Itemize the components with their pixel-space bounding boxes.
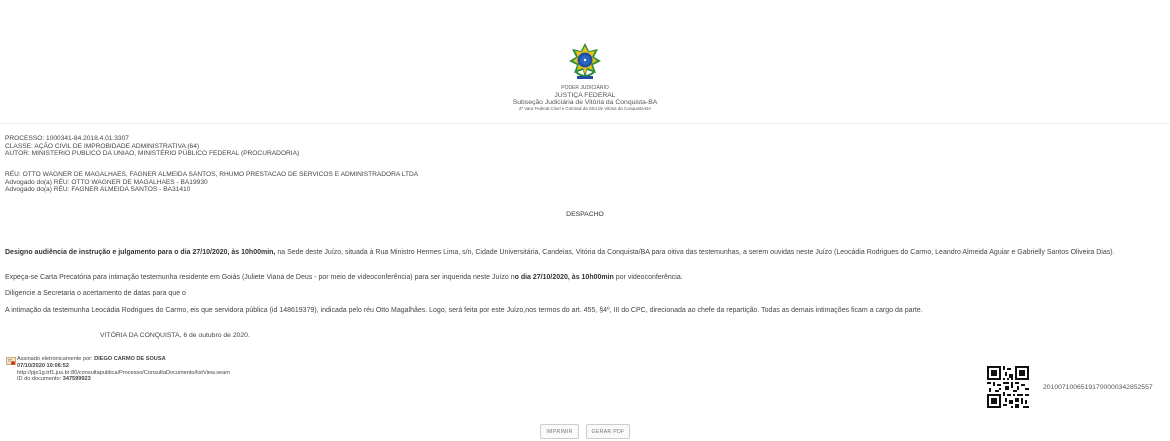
process-defendants: RÉU: OTTO WAGNER DE MAGALHAES, FAGNER ALMEIDA SANTOS, RHUMO PRESTACAO DE SERVICOS E ADMINISTRADORA LTDA bbox=[5, 171, 419, 178]
document-title: DESPACHO bbox=[566, 211, 604, 218]
header-line-3: Subseção Judiciária de Vitória da Conquista-BA bbox=[512, 99, 658, 107]
document-id-value: 347599923 bbox=[62, 376, 91, 383]
document-id-line bbox=[17, 376, 230, 383]
paragraph-2-bold: o dia 27/10/2020, às 10h00min bbox=[514, 274, 614, 281]
header-line-4: 2ª Vara Federal Cível e Criminal da SSJ de Vitória da Conquista-BA bbox=[518, 106, 652, 112]
header-line-2: JUSTIÇA FEDERAL bbox=[554, 91, 616, 99]
paragraph-2-text-a: Expeça-se Carta Precatória para intimação testemunha residente em Goiás (Juliete Viana de Deus - por meio de videoconferência) para ser inquerida neste Juízo n bbox=[5, 274, 515, 281]
signature-line bbox=[17, 356, 230, 363]
signature-datetime: 07/10/2020 10:06:52 bbox=[17, 362, 69, 369]
document-code: 20100710065191700000342852557 bbox=[1043, 384, 1153, 391]
lawyer-1: Advogado do(a) RÉU: OTTO WAGNER DE MAGALHAES - BA19930 bbox=[5, 178, 208, 186]
paragraph-4: A intimação da testemunha Leocádia Rodrigues do Carmo, eis que servidora pública (id 148619379), indicada pelo réu Otto Magalhães. Logo, será feita por este Juízo,nos termos do art. 455, §4º, III do CPC, direcionada ao chefe da repartição. Todas as demais intimações ficam a cargo da parte. bbox=[5, 307, 923, 314]
header-line-1: PODER JUDICIÁRIO bbox=[561, 85, 609, 92]
paragraph-2 bbox=[5, 273, 1160, 282]
signature-url: http://pje1g.trf1.jus.br:80/consultapublica/Processo/ConsultaDocumento/listView.seam bbox=[17, 369, 230, 376]
process-number: PROCESSO: 1000341-84.2018.4.01.3307 bbox=[5, 135, 129, 142]
print-button[interactable]: IMPRIMIR bbox=[540, 424, 579, 439]
document-header bbox=[0, 42, 1170, 112]
header-divider bbox=[0, 123, 1170, 124]
paragraph-1 bbox=[5, 248, 1160, 257]
paragraph-1-bold: Designo audiência de instrução e julgamento para o dia 27/10/2020, às 10h00min, bbox=[5, 249, 276, 256]
signature-block bbox=[6, 356, 230, 383]
lawyer-2: Advogado do(a) RÉU: FAGNER ALMEIDA SANTOS - BA31410 bbox=[5, 186, 191, 193]
paragraph-3: Diligencie a Secretaria o acertamento de datas para que o bbox=[5, 290, 186, 297]
document-id-label: ID do documento: bbox=[17, 376, 63, 383]
process-author: AUTOR: MINISTERIO PUBLICO DA UNIAO, MINISTÉRIO PÚBLICO FEDERAL (PROCURADORIA) bbox=[5, 150, 300, 157]
city-date: VITÓRIA DA CONQUISTA, 6 de outubro de 2020. bbox=[100, 332, 250, 339]
paragraph-2-text-b: por videoconferência. bbox=[613, 274, 683, 281]
generate-pdf-button[interactable]: GERAR PDF bbox=[586, 424, 630, 439]
signer-name: DIEGO CARMO DE SOUSA bbox=[94, 356, 166, 362]
qr-code-icon bbox=[987, 366, 1029, 408]
coat-of-arms-icon bbox=[568, 42, 602, 82]
certificate-icon bbox=[6, 357, 16, 366]
signature-label: Assinado eletronicamente por: bbox=[17, 356, 95, 362]
paragraph-1-text: na Sede deste Juízo, situada à Rua Ministro Hermes Lima, s/n, Cidade Universitária, Candeias, Vitória da Conquista/BA para oitiva das testemunhas, a serem ouvidas neste Juízo (Leocádia Rodrigues do Carmo, Leandro Almeida Aguiar e Gabrielly Santos Oliveira Dias). bbox=[275, 249, 1115, 256]
process-class: CLASSE: AÇÃO CIVIL DE IMPROBIDADE ADMINISTRATIVA (64) bbox=[5, 142, 200, 150]
